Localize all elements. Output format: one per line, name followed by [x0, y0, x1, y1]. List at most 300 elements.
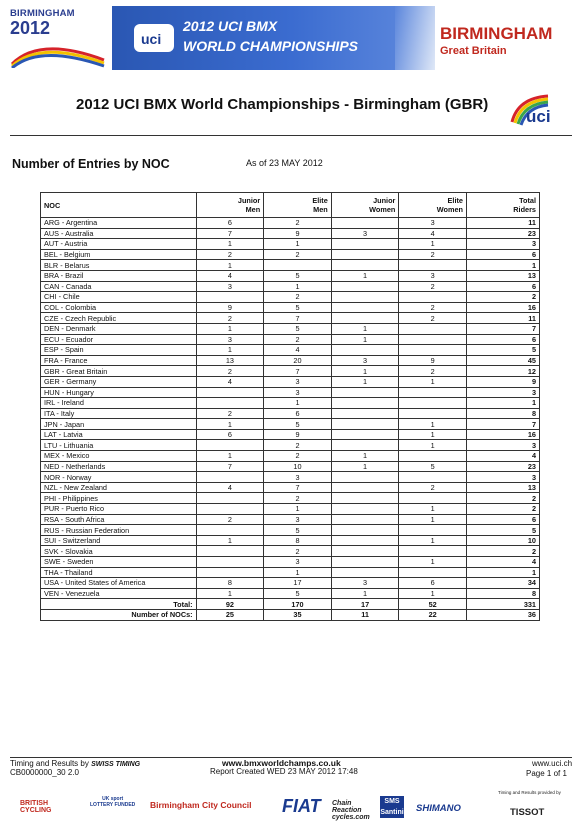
header-text: Junior	[237, 196, 261, 205]
cell-noc: THA - Thailand	[41, 567, 197, 578]
cell-total: 2	[466, 493, 539, 504]
sponsor-strip	[10, 790, 572, 830]
cell-junior-women	[331, 281, 399, 292]
cell-elite-men: 8	[264, 535, 332, 546]
cell-junior-men: 6	[196, 218, 264, 229]
logo-text: SMS	[384, 798, 400, 805]
table-row	[41, 239, 540, 250]
event-banner	[0, 0, 582, 78]
cell-noc: FRA - France	[41, 355, 197, 366]
cell-total: 2	[466, 546, 539, 557]
cell-junior-men	[196, 472, 264, 483]
cell-elite-men: 2	[264, 546, 332, 557]
cell-elite-women	[399, 334, 467, 345]
cell-junior-men	[196, 546, 264, 557]
cell-total: 16	[466, 302, 539, 313]
cell-total: 331	[466, 599, 539, 610]
table-row	[41, 366, 540, 377]
table-row	[41, 313, 540, 324]
cell-elite-men: 2	[264, 493, 332, 504]
table-row	[41, 567, 540, 578]
cell-elite-women	[399, 567, 467, 578]
swiss-timing-logo: SWISS TIMING	[91, 761, 141, 768]
document-code: CB0000000_30 2.0	[10, 768, 79, 777]
cell-total: 13	[466, 482, 539, 493]
cell-junior-women	[331, 313, 399, 324]
cell-total: 11	[466, 218, 539, 229]
cell-elite-men: 1	[264, 239, 332, 250]
cell-elite-women: 1	[399, 557, 467, 568]
cell-junior-women	[331, 302, 399, 313]
cell-noc: COL - Colombia	[41, 302, 197, 313]
cell-noc: USA - United States of America	[41, 578, 197, 589]
cell-total: 11	[466, 313, 539, 324]
cell-noc: LAT - Latvia	[41, 429, 197, 440]
cell-elite-women: 22	[399, 609, 467, 620]
header-text: Total	[519, 196, 536, 205]
table-row	[41, 218, 540, 229]
cell-junior-women	[331, 472, 399, 483]
logo-text-line1: BIRMINGHAM	[10, 8, 75, 19]
cell-elite-men: 3	[264, 376, 332, 387]
table-row	[41, 525, 540, 536]
cell-elite-women: 1	[399, 514, 467, 525]
cell-noc: CHI - Chile	[41, 292, 197, 303]
cell-total: 16	[466, 429, 539, 440]
cell-noc: AUS - Australia	[41, 228, 197, 239]
shimano-logo: SHIMANO	[416, 803, 461, 814]
cell-noc: IRL - Ireland	[41, 398, 197, 409]
cell-noc: PHI - Philippines	[41, 493, 197, 504]
cell-elite-women: 5	[399, 461, 467, 472]
cell-elite-men: 2	[264, 249, 332, 260]
cell-junior-men: 2	[196, 313, 264, 324]
cell-junior-women	[331, 292, 399, 303]
table-row	[41, 334, 540, 345]
cell-junior-women: 17	[331, 599, 399, 610]
cell-noc: AUT - Austria	[41, 239, 197, 250]
cell-junior-men: 6	[196, 429, 264, 440]
cell-junior-men: 3	[196, 281, 264, 292]
logo-text: Reaction	[332, 807, 362, 814]
cell-junior-women	[331, 429, 399, 440]
cell-elite-men: 1	[264, 567, 332, 578]
cell-elite-women: 2	[399, 281, 467, 292]
cell-junior-men: 2	[196, 366, 264, 377]
cell-total: 3	[466, 440, 539, 451]
cell-elite-men: 2	[264, 334, 332, 345]
cell-total: 5	[466, 345, 539, 356]
entries-table	[40, 192, 540, 621]
cell-junior-women: 11	[331, 609, 399, 620]
cell-junior-women	[331, 504, 399, 515]
cell-elite-men: 5	[264, 525, 332, 536]
cell-junior-women: 1	[331, 334, 399, 345]
cell-total: 5	[466, 525, 539, 536]
banner-city: BIRMINGHAM	[440, 24, 553, 43]
cell-noc: ARG - Argentina	[41, 218, 197, 229]
cell-junior-men: 3	[196, 334, 264, 345]
cell-junior-men: 4	[196, 482, 264, 493]
cell-total: 23	[466, 228, 539, 239]
cell-elite-men: 9	[264, 429, 332, 440]
cell-elite-women: 9	[399, 355, 467, 366]
cell-elite-women: 2	[399, 482, 467, 493]
cell-junior-men: 4	[196, 376, 264, 387]
cell-noc: RSA - South Africa	[41, 514, 197, 525]
cell-total: 6	[466, 334, 539, 345]
cell-junior-men: 1	[196, 419, 264, 430]
table-row	[41, 429, 540, 440]
cell-elite-women: 4	[399, 228, 467, 239]
table-row	[41, 323, 540, 334]
cell-junior-men: 1	[196, 260, 264, 271]
table-row	[41, 249, 540, 260]
table-row	[41, 260, 540, 271]
cell-elite-men: 3	[264, 387, 332, 398]
rainbow-rings-icon	[10, 42, 106, 68]
cell-elite-women: 1	[399, 429, 467, 440]
cell-total: 3	[466, 387, 539, 398]
table-body	[41, 218, 540, 621]
cell-total: 4	[466, 557, 539, 568]
cell-elite-men: 7	[264, 366, 332, 377]
table-row	[41, 408, 540, 419]
cell-junior-women	[331, 260, 399, 271]
header-text: Women	[436, 205, 463, 214]
cell-elite-men: 17	[264, 578, 332, 589]
banner-fade	[395, 6, 435, 70]
cell-noc: DEN - Denmark	[41, 323, 197, 334]
tissot-logo: TISSOT	[510, 807, 545, 818]
cell-elite-women: 3	[399, 218, 467, 229]
table-row	[41, 578, 540, 589]
cell-elite-women: 1	[399, 419, 467, 430]
cell-elite-women: 1	[399, 239, 467, 250]
cell-junior-women	[331, 440, 399, 451]
cell-elite-men: 7	[264, 482, 332, 493]
cell-noc: JPN - Japan	[41, 419, 197, 430]
cell-total: 1	[466, 260, 539, 271]
table-row	[41, 387, 540, 398]
table-row	[41, 292, 540, 303]
table-row	[41, 461, 540, 472]
cell-elite-women	[399, 345, 467, 356]
cell-junior-men: 2	[196, 249, 264, 260]
cell-total: 36	[466, 609, 539, 620]
birmingham-2012-logo	[10, 6, 110, 70]
table-row	[41, 345, 540, 356]
cell-noc: GER - Germany	[41, 376, 197, 387]
banner-title-line2: WORLD CHAMPIONSHIPS	[183, 38, 358, 54]
cell-noc: PUR - Puerto Rico	[41, 504, 197, 515]
cell-junior-women: 3	[331, 578, 399, 589]
table-row	[41, 493, 540, 504]
table-row	[41, 376, 540, 387]
page-number: Page 1 of 1	[526, 769, 567, 778]
cell-elite-men: 2	[264, 292, 332, 303]
cell-junior-men: 1	[196, 239, 264, 250]
cell-elite-women: 1	[399, 376, 467, 387]
cell-elite-women	[399, 292, 467, 303]
cell-elite-men: 20	[264, 355, 332, 366]
cell-noc: CAN - Canada	[41, 281, 197, 292]
cell-noc: SVK - Slovakia	[41, 546, 197, 557]
table-row	[41, 588, 540, 599]
cell-elite-men: 5	[264, 323, 332, 334]
logo-text: cycles.com	[332, 814, 370, 821]
cell-elite-men: 2	[264, 440, 332, 451]
header-text: Junior	[373, 196, 396, 205]
cell-elite-women: 2	[399, 366, 467, 377]
header-junior-men	[196, 193, 264, 218]
cell-total: 6	[466, 249, 539, 260]
cell-noc: NED - Netherlands	[41, 461, 197, 472]
cell-elite-men: 5	[264, 588, 332, 599]
cell-noc: CZE - Czech Republic	[41, 313, 197, 324]
cell-elite-men: 7	[264, 313, 332, 324]
table-row	[41, 482, 540, 493]
birmingham-council-logo: Birmingham City Council	[150, 800, 252, 810]
cell-junior-men: 4	[196, 270, 264, 281]
cell-elite-men: 1	[264, 281, 332, 292]
cell-total: 4	[466, 451, 539, 462]
cell-elite-men: 3	[264, 472, 332, 483]
cell-noc: SWE - Sweden	[41, 557, 197, 568]
cell-junior-men: 1	[196, 345, 264, 356]
header-elite-women	[399, 193, 467, 218]
cell-junior-women	[331, 419, 399, 430]
cell-junior-women	[331, 525, 399, 536]
logo-text: CYCLING	[20, 807, 52, 814]
cell-total: 23	[466, 461, 539, 472]
table-row	[41, 440, 540, 451]
total-row	[41, 599, 540, 610]
cell-junior-men	[196, 557, 264, 568]
cell-elite-women: 52	[399, 599, 467, 610]
cell-junior-women: 1	[331, 366, 399, 377]
cell-elite-men: 35	[264, 609, 332, 620]
cell-elite-women: 1	[399, 440, 467, 451]
cell-junior-women	[331, 482, 399, 493]
cell-noc: RUS - Russian Federation	[41, 525, 197, 536]
cell-junior-women: 1	[331, 270, 399, 281]
cell-elite-men: 9	[264, 228, 332, 239]
cell-elite-women	[399, 472, 467, 483]
cell-junior-men: 9	[196, 302, 264, 313]
cell-elite-women	[399, 260, 467, 271]
cell-junior-women: 1	[331, 461, 399, 472]
cell-junior-women: 1	[331, 588, 399, 599]
table-row	[41, 398, 540, 409]
logo-text: Santini	[380, 809, 404, 816]
cell-elite-men: 4	[264, 345, 332, 356]
report-created: Report Created WED 23 MAY 2012 17:48	[210, 767, 358, 776]
cell-noc: BEL - Belgium	[41, 249, 197, 260]
cell-junior-women: 1	[331, 451, 399, 462]
table-row	[41, 535, 540, 546]
cell-total: 1	[466, 567, 539, 578]
cell-junior-women	[331, 546, 399, 557]
table-row	[41, 546, 540, 557]
header-text: Riders	[513, 205, 536, 214]
header-text: Men	[313, 205, 328, 214]
table-row	[41, 557, 540, 568]
cell-noc: BRA - Brazil	[41, 270, 197, 281]
cell-noc: NZL - New Zealand	[41, 482, 197, 493]
logo-text-line2: 2012	[10, 18, 51, 38]
table-row	[41, 504, 540, 515]
cell-elite-women	[399, 525, 467, 536]
cell-junior-men	[196, 398, 264, 409]
cell-junior-women	[331, 557, 399, 568]
cell-junior-women	[331, 514, 399, 525]
cell-total: 6	[466, 281, 539, 292]
svg-text:uci: uci	[526, 107, 551, 126]
fiat-logo: FIAT	[282, 796, 321, 816]
cell-total: 2	[466, 504, 539, 515]
header-divider	[10, 135, 572, 136]
cell-noc: BLR - Belarus	[41, 260, 197, 271]
banner-title-line1: 2012 UCI BMX	[183, 18, 278, 34]
table-row	[41, 451, 540, 462]
cell-junior-women	[331, 493, 399, 504]
header-elite-men	[264, 193, 332, 218]
cell-elite-men: 6	[264, 408, 332, 419]
section-title: Number of Entries by NOC	[12, 157, 170, 171]
lottery-logo	[90, 796, 135, 808]
cell-elite-women: 1	[399, 588, 467, 599]
cell-total: 13	[466, 270, 539, 281]
cell-elite-women	[399, 493, 467, 504]
uci-rainbow-icon	[132, 20, 176, 56]
table-row	[41, 302, 540, 313]
cell-total: 8	[466, 588, 539, 599]
cell-junior-men: 1	[196, 451, 264, 462]
cell-junior-men	[196, 493, 264, 504]
cell-junior-men: 1	[196, 588, 264, 599]
cell-junior-men: 2	[196, 408, 264, 419]
cell-noc: NOR - Norway	[41, 472, 197, 483]
cell-noc: ITA - Italy	[41, 408, 197, 419]
header-text: Elite	[312, 196, 328, 205]
cell-junior-men: 1	[196, 323, 264, 334]
cell-junior-women	[331, 239, 399, 250]
cell-total: 6	[466, 514, 539, 525]
cell-elite-women: 1	[399, 504, 467, 515]
cell-elite-men: 3	[264, 557, 332, 568]
cell-junior-men	[196, 504, 264, 515]
cell-total: 7	[466, 419, 539, 430]
table-row	[41, 514, 540, 525]
header-text: Elite	[447, 196, 463, 205]
cell-junior-women	[331, 249, 399, 260]
timing-label: Timing and Results by	[10, 759, 89, 768]
cell-junior-women: 1	[331, 376, 399, 387]
cell-total: 7	[466, 323, 539, 334]
logo-text: UK sport	[102, 796, 124, 802]
cell-noc: GBR - Great Britain	[41, 366, 197, 377]
cell-elite-women	[399, 323, 467, 334]
cell-elite-men	[264, 260, 332, 271]
header-total-riders	[466, 193, 539, 218]
cell-noc: ECU - Ecuador	[41, 334, 197, 345]
cell-junior-men	[196, 440, 264, 451]
cell-elite-women: 2	[399, 249, 467, 260]
cell-junior-men: 13	[196, 355, 264, 366]
cell-elite-women	[399, 387, 467, 398]
cell-junior-women	[331, 345, 399, 356]
event-website: www.bmxworldchamps.co.uk	[222, 758, 341, 768]
cell-total: 10	[466, 535, 539, 546]
cell-elite-men: 1	[264, 504, 332, 515]
cell-junior-men: 25	[196, 609, 264, 620]
page-title: 2012 UCI BMX World Championships - Birmingham (GBR)	[76, 96, 489, 113]
cell-total: 3	[466, 239, 539, 250]
cell-elite-women	[399, 546, 467, 557]
cell-elite-women	[399, 408, 467, 419]
cell-junior-men: 1	[196, 535, 264, 546]
cell-noc: Total:	[41, 599, 197, 610]
cell-junior-men	[196, 292, 264, 303]
cell-total: 34	[466, 578, 539, 589]
cell-junior-men: 7	[196, 228, 264, 239]
as-of-date: As of 23 MAY 2012	[246, 158, 323, 168]
cell-total: 8	[466, 408, 539, 419]
cell-noc: HUN - Hungary	[41, 387, 197, 398]
cell-junior-women	[331, 218, 399, 229]
cell-noc: SUI - Switzerland	[41, 535, 197, 546]
logo-text: BRITISH	[20, 800, 48, 807]
cell-junior-women: 3	[331, 228, 399, 239]
cell-elite-men: 5	[264, 419, 332, 430]
cell-elite-men: 10	[264, 461, 332, 472]
cell-total: 45	[466, 355, 539, 366]
logo-text: Chain	[332, 800, 352, 807]
cell-elite-men: 2	[264, 218, 332, 229]
cell-elite-women: 3	[399, 270, 467, 281]
logo-text: LOTTERY FUNDED	[90, 802, 136, 808]
cell-junior-men: 2	[196, 514, 264, 525]
banner-country: Great Britain	[440, 45, 507, 57]
table-row	[41, 270, 540, 281]
table-row	[41, 355, 540, 366]
uci-website: www.uci.ch	[532, 759, 573, 768]
cell-elite-men: 3	[264, 514, 332, 525]
cell-elite-men: 170	[264, 599, 332, 610]
chain-reaction-logo	[332, 800, 370, 821]
cell-total: 12	[466, 366, 539, 377]
cell-junior-men: 92	[196, 599, 264, 610]
cell-noc: Number of NOCs:	[41, 609, 197, 620]
header-text: Women	[369, 205, 396, 214]
cell-elite-women: 6	[399, 578, 467, 589]
cell-elite-women: 2	[399, 313, 467, 324]
cell-total: 2	[466, 292, 539, 303]
cell-junior-men: 8	[196, 578, 264, 589]
nocs-row	[41, 609, 540, 620]
cell-elite-men: 2	[264, 451, 332, 462]
cell-junior-women: 1	[331, 323, 399, 334]
cell-junior-men	[196, 567, 264, 578]
table-row	[41, 419, 540, 430]
cell-elite-men: 5	[264, 270, 332, 281]
header-text: Men	[245, 205, 261, 214]
cell-elite-men: 5	[264, 302, 332, 313]
cell-noc: ESP - Spain	[41, 345, 197, 356]
cell-noc: MEX - Mexico	[41, 451, 197, 462]
cell-junior-men	[196, 387, 264, 398]
